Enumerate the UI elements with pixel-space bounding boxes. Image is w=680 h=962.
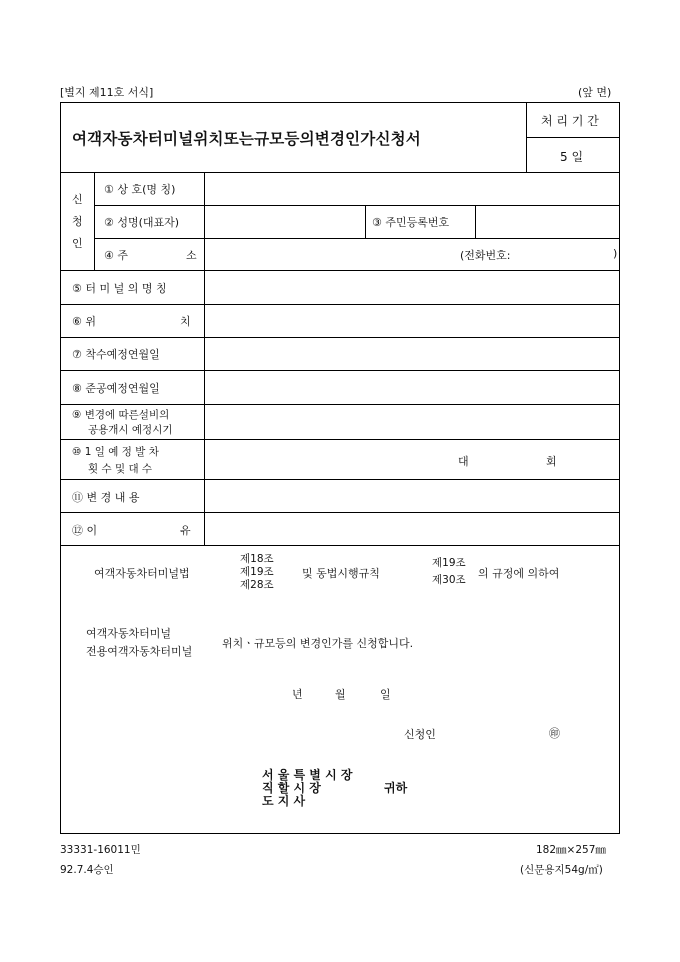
law-name: 여객자동차터미널법 — [94, 567, 190, 580]
authority-province: 도 지 사 — [262, 794, 306, 808]
location-field[interactable] — [205, 305, 619, 336]
reason-label-tail: 유 — [180, 524, 191, 537]
phone-close: ) — [613, 247, 618, 260]
applicant-signature-label: 신청인 — [404, 728, 436, 741]
start-date-field[interactable] — [205, 338, 619, 369]
address-field[interactable] — [205, 239, 445, 269]
terminal-name-field[interactable] — [205, 271, 619, 303]
departures-unit-times: 회 — [546, 455, 557, 468]
start-date-label: ⑦ 착수예정연월일 — [72, 348, 160, 361]
terminal-type-2: 전용여객자동차터미널 — [86, 645, 193, 658]
facility-date-label-2: 공용개시 예정시기 — [88, 424, 173, 436]
article-19: 제19조 — [240, 566, 274, 578]
reason-label: ⑫ 이 — [72, 524, 98, 537]
article-18: 제18조 — [240, 553, 274, 565]
trade-name-field[interactable] — [205, 173, 619, 204]
location-label: ⑥ 위 — [72, 315, 96, 328]
seal-mark: ㊞ — [549, 727, 560, 740]
name-label: ② 성명(대표자) — [104, 216, 180, 229]
address-label-tail: 소 — [186, 249, 197, 262]
name-field[interactable] — [205, 206, 364, 237]
authority-seoul: 서 울 특 별 시 장 — [262, 768, 353, 782]
applicant-label-2: 청 — [72, 215, 83, 228]
applicant-label-1: 신 — [72, 193, 83, 206]
facility-date-field[interactable] — [205, 405, 619, 438]
change-content-label: ⑪ 변 경 내 용 — [72, 491, 140, 504]
rule-article-19: 제19조 — [432, 557, 466, 569]
departures-label-1: ⑩ 1 일 예 정 발 차 — [72, 446, 159, 458]
resident-number-label: ③ 주민등록번호 — [372, 216, 450, 229]
processing-period-value: 5 일 — [560, 150, 584, 164]
reason-field[interactable] — [205, 513, 619, 544]
trade-name-label: ① 상 호(명 칭) — [104, 183, 176, 196]
approval-date: 92.7.4승인 — [60, 864, 114, 876]
resident-number-field[interactable] — [476, 206, 619, 237]
date-year: 년 — [292, 688, 303, 701]
honorific: 귀하 — [384, 781, 408, 795]
form-number: [별지 제11호 서식] — [60, 86, 154, 99]
completion-date-field[interactable] — [205, 371, 619, 403]
and-rule-text: 및 동법시행규칙 — [302, 567, 380, 580]
rule-article-30: 제30조 — [432, 574, 466, 586]
location-label-tail: 치 — [180, 315, 191, 328]
page-side: (앞 면) — [578, 86, 612, 99]
phone-label: (전화번호: — [460, 249, 511, 262]
per-rule-text: 의 규정에 의하여 — [478, 567, 560, 580]
address-label: ④ 주 — [104, 249, 128, 262]
form-code: 33331-16011민 — [60, 844, 141, 856]
completion-date-label: ⑧ 준공예정연월일 — [72, 382, 160, 395]
paper-type: (신문용지54g/㎡) — [520, 864, 603, 876]
applicant-label-3: 인 — [72, 237, 83, 250]
change-content-field[interactable] — [205, 480, 619, 511]
departures-unit-vehicles: 대 — [458, 455, 469, 468]
terminal-type-1: 여객자동차터미널 — [86, 627, 172, 640]
form-title: 여객자동차터미널위치또는규모등의변경인가신청서 — [72, 129, 421, 148]
facility-date-label-1: ⑨ 변경에 따른설비의 — [72, 409, 170, 421]
terminal-name-label: ⑤ 터 미 널 의 명 칭 — [72, 282, 167, 295]
date-day: 일 — [380, 688, 391, 701]
processing-period-label: 처 리 기 간 — [541, 114, 599, 128]
authority-city: 직 할 시 장 — [262, 781, 321, 795]
article-28: 제28조 — [240, 579, 274, 591]
apply-text: 위치ㆍ규모등의 변경인가를 신청합니다. — [222, 637, 414, 650]
paper-size: 182㎜×257㎜ — [536, 844, 606, 856]
departures-label-2: 횟 수 및 대 수 — [88, 463, 153, 475]
date-month: 월 — [335, 688, 346, 701]
